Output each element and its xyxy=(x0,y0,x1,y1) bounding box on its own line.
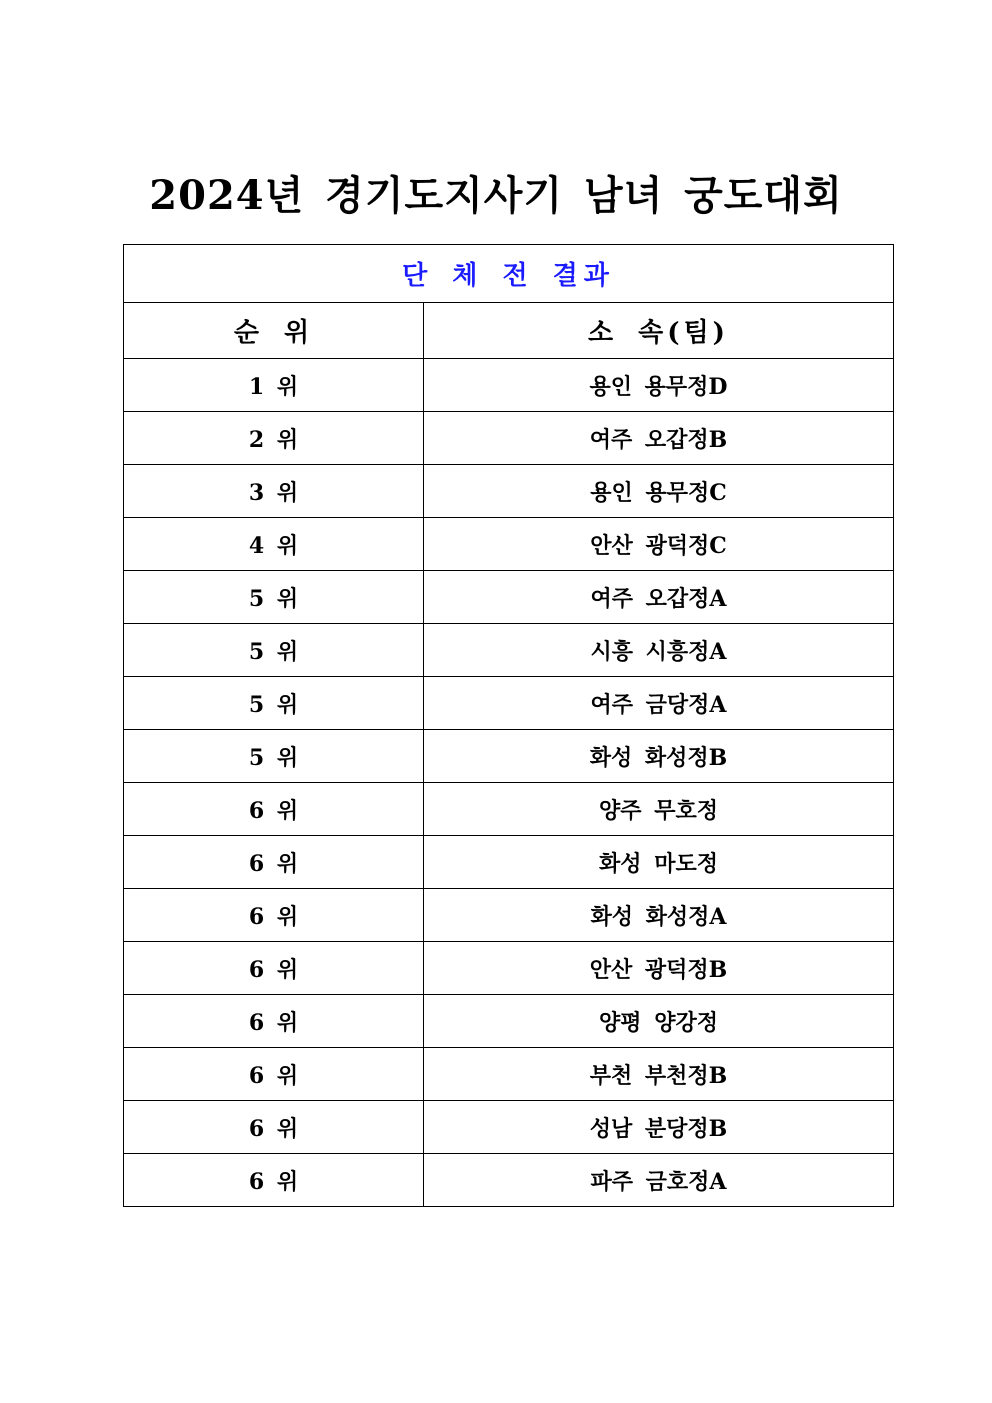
table-row xyxy=(124,465,894,518)
table-row xyxy=(124,836,894,889)
table-row xyxy=(124,942,894,995)
team-cell: 안산 광덕정B xyxy=(424,942,894,995)
rank-cell: 1 위 xyxy=(124,359,424,412)
table-header-row xyxy=(124,303,894,359)
table-caption: 단 체 전 결과 xyxy=(124,245,894,303)
team-cell: 화성 마도정 xyxy=(424,836,894,889)
rank-cell: 6 위 xyxy=(124,1101,424,1154)
team-cell: 안산 광덕정C xyxy=(424,518,894,571)
team-cell: 양평 양강정 xyxy=(424,995,894,1048)
table-row xyxy=(124,571,894,624)
team-cell: 파주 금호정A xyxy=(424,1154,894,1207)
rank-cell: 6 위 xyxy=(124,1154,424,1207)
document-title: 2024년 경기도지사기 남녀 궁도대회 xyxy=(149,172,843,219)
rank-cell: 6 위 xyxy=(124,1048,424,1101)
rank-cell: 5 위 xyxy=(124,624,424,677)
rank-cell: 5 위 xyxy=(124,730,424,783)
table-caption-row xyxy=(124,245,894,303)
table-row xyxy=(124,730,894,783)
team-cell: 용인 용무정D xyxy=(424,359,894,412)
table-row xyxy=(124,677,894,730)
table-row xyxy=(124,624,894,677)
table-row xyxy=(124,1048,894,1101)
rank-cell: 6 위 xyxy=(124,836,424,889)
rank-cell: 6 위 xyxy=(124,783,424,836)
rank-cell: 2 위 xyxy=(124,412,424,465)
team-cell: 화성 화성정A xyxy=(424,889,894,942)
rank-cell: 6 위 xyxy=(124,995,424,1048)
rank-column-header: 순 위 xyxy=(124,303,424,359)
table-row xyxy=(124,412,894,465)
rank-cell: 3 위 xyxy=(124,465,424,518)
team-column-header: 소 속(팀) xyxy=(424,303,894,359)
team-cell: 여주 오갑정A xyxy=(424,571,894,624)
team-cell: 여주 오갑정B xyxy=(424,412,894,465)
table-row xyxy=(124,518,894,571)
table-row xyxy=(124,995,894,1048)
table-row xyxy=(124,359,894,412)
team-cell: 여주 금당정A xyxy=(424,677,894,730)
team-results-table xyxy=(123,244,894,1207)
rank-cell: 4 위 xyxy=(124,518,424,571)
team-cell: 부천 부천정B xyxy=(424,1048,894,1101)
team-cell: 성남 분당정B xyxy=(424,1101,894,1154)
rank-cell: 5 위 xyxy=(124,677,424,730)
rank-cell: 6 위 xyxy=(124,942,424,995)
team-cell: 용인 용무정C xyxy=(424,465,894,518)
team-cell: 화성 화성정B xyxy=(424,730,894,783)
table-row xyxy=(124,783,894,836)
rank-cell: 5 위 xyxy=(124,571,424,624)
table-row xyxy=(124,889,894,942)
team-cell: 양주 무호정 xyxy=(424,783,894,836)
table-row xyxy=(124,1154,894,1207)
table-row xyxy=(124,1101,894,1154)
rank-cell: 6 위 xyxy=(124,889,424,942)
team-cell: 시흥 시흥정A xyxy=(424,624,894,677)
